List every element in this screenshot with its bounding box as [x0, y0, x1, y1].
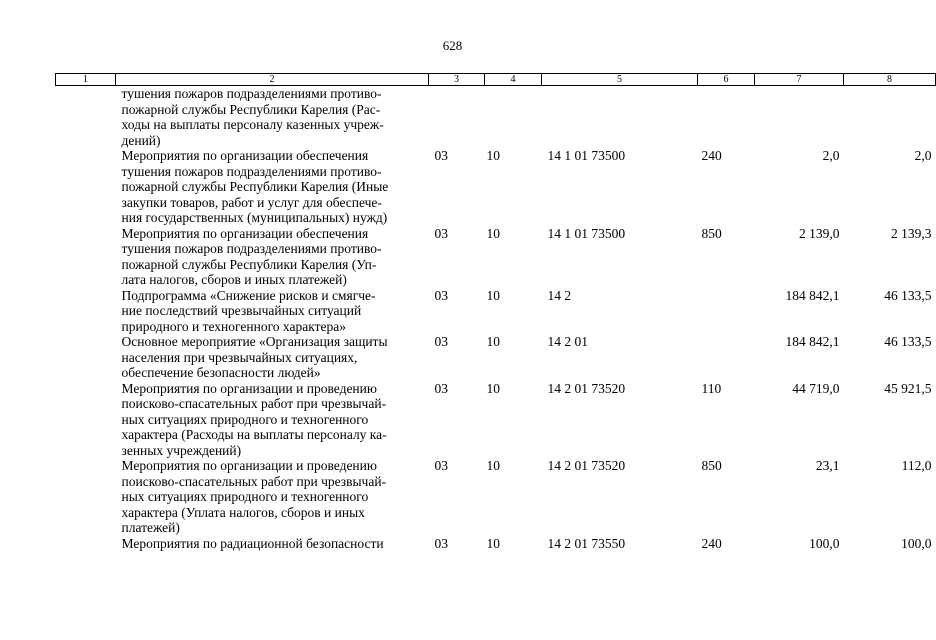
- budget-table: [55, 73, 936, 551]
- first-cell: [56, 334, 116, 381]
- first-cell: [56, 148, 116, 226]
- subsection-code: 10: [486, 225, 500, 241]
- column-header: 7: [755, 74, 844, 86]
- section-code: 03: [434, 225, 448, 241]
- target-article-code: 14 1 01 73500: [547, 225, 626, 241]
- expense-type-code: [698, 86, 755, 149]
- row-description: Основное мероприятие «Организация защиты населения при чрезвычайных ситуациях, обеспечение безопасности людей»: [121, 334, 388, 380]
- table-row: [56, 288, 936, 335]
- target-article-code: 14 2 01 73520: [547, 458, 626, 473]
- column-header: 5: [542, 74, 698, 86]
- first-cell: [56, 536, 116, 552]
- expense-type-code: [698, 288, 755, 335]
- section-code: 03: [434, 287, 448, 303]
- expense-type-code: 850: [701, 225, 722, 241]
- amount-year-2: [844, 86, 936, 149]
- table-row: [56, 536, 936, 552]
- amount-year-1: 44 719,0: [792, 380, 840, 396]
- expense-type-code: 240: [701, 148, 722, 163]
- amount-year-1: 100,0: [809, 535, 840, 551]
- amount-year-2: 112,0: [901, 458, 932, 473]
- section-code: 03: [434, 380, 448, 396]
- row-description: тушения пожаров подразделениями противо- пожарной службы Республики Карелия (Рас- ходы на выплаты персоналу казенных учреж- дений): [121, 86, 384, 148]
- section-code: [429, 86, 485, 149]
- table-body: [56, 86, 936, 552]
- section-code: 03: [434, 458, 448, 473]
- amount-year-2: 2 139,3: [891, 225, 932, 241]
- table-row: [56, 458, 936, 536]
- target-article-code: 14 2 01 73520: [547, 380, 626, 396]
- table-row: [56, 334, 936, 381]
- subsection-code: 10: [486, 458, 500, 473]
- row-description: Мероприятия по организации обеспечения тушения пожаров подразделениями противо- пожарной службы Республики Карелия (Уп- лата налогов, сборов и иных платежей): [121, 225, 382, 287]
- target-article-code: 14 1 01 73500: [547, 148, 626, 163]
- expense-type-code: 110: [701, 380, 722, 396]
- column-header: 1: [56, 74, 116, 86]
- amount-year-2: 46 133,5: [884, 334, 932, 349]
- column-header: 3: [429, 74, 485, 86]
- expense-type-code: [698, 334, 755, 381]
- column-header: 6: [698, 74, 755, 86]
- row-description: Мероприятия по организации обеспечения тушения пожаров подразделениями противо- пожарной службы Республики Карелия (Иные закупки товаров, работ и услуг для обеспече- ния государственных (муниципальных) нужд): [121, 148, 389, 225]
- subsection-code: [485, 86, 542, 149]
- row-description: Подпрограмма «Снижение рисков и смягче- ние последствий чрезвычайных ситуаций природного и техногенного характера»: [121, 287, 376, 334]
- first-cell: [56, 288, 116, 335]
- subsection-code: 10: [486, 148, 500, 163]
- column-number-header: [56, 74, 936, 86]
- table-row: [56, 226, 936, 288]
- section-code: 03: [434, 148, 448, 163]
- target-article-code: 14 2 01: [547, 334, 588, 349]
- amount-year-1: 23,1: [815, 458, 840, 473]
- row-description: Мероприятия по радиационной безопасности: [121, 535, 384, 551]
- subsection-code: 10: [486, 380, 500, 396]
- amount-year-1: [755, 86, 844, 149]
- expense-type-code: 240: [701, 535, 722, 551]
- amount-year-2: 100,0: [901, 535, 932, 551]
- amount-year-1: 184 842,1: [785, 334, 840, 349]
- table-row: [56, 86, 936, 149]
- amount-year-2: 45 921,5: [884, 380, 932, 396]
- first-cell: [56, 381, 116, 459]
- section-code: 03: [434, 535, 448, 551]
- row-description: Мероприятия по организации и проведению поисково-спасательных работ при чрезвычай- ных ситуациях природного и техногенного характера (Уплата налогов, сборов и иных платежей): [121, 458, 387, 535]
- first-cell: [56, 226, 116, 288]
- first-cell: [56, 86, 116, 149]
- amount-year-1: 2,0: [822, 148, 840, 163]
- target-article-code: 14 2 01 73550: [547, 535, 626, 551]
- section-code: 03: [434, 334, 448, 349]
- column-header: 2: [116, 74, 429, 86]
- table-row: [56, 381, 936, 459]
- first-cell: [56, 458, 116, 536]
- page-number: 628: [442, 38, 463, 53]
- amount-year-2: 2,0: [914, 148, 932, 163]
- column-header: 8: [844, 74, 936, 86]
- amount-year-1: 2 139,0: [799, 225, 840, 241]
- amount-year-1: 184 842,1: [785, 287, 840, 303]
- target-article-code: 14 2: [547, 287, 572, 303]
- amount-year-2: 46 133,5: [884, 287, 932, 303]
- target-article-code: [542, 86, 698, 149]
- row-description: Мероприятия по организации и проведению поисково-спасательных работ при чрезвычай- ных ситуациях природного и техногенного характера (Расходы на выплаты персоналу ка- зенных учреждений): [121, 380, 387, 458]
- expense-type-code: 850: [701, 458, 722, 473]
- subsection-code: 10: [486, 334, 500, 349]
- table-row: [56, 148, 936, 226]
- column-header: 4: [485, 74, 542, 86]
- subsection-code: 10: [486, 287, 500, 303]
- subsection-code: 10: [486, 535, 500, 551]
